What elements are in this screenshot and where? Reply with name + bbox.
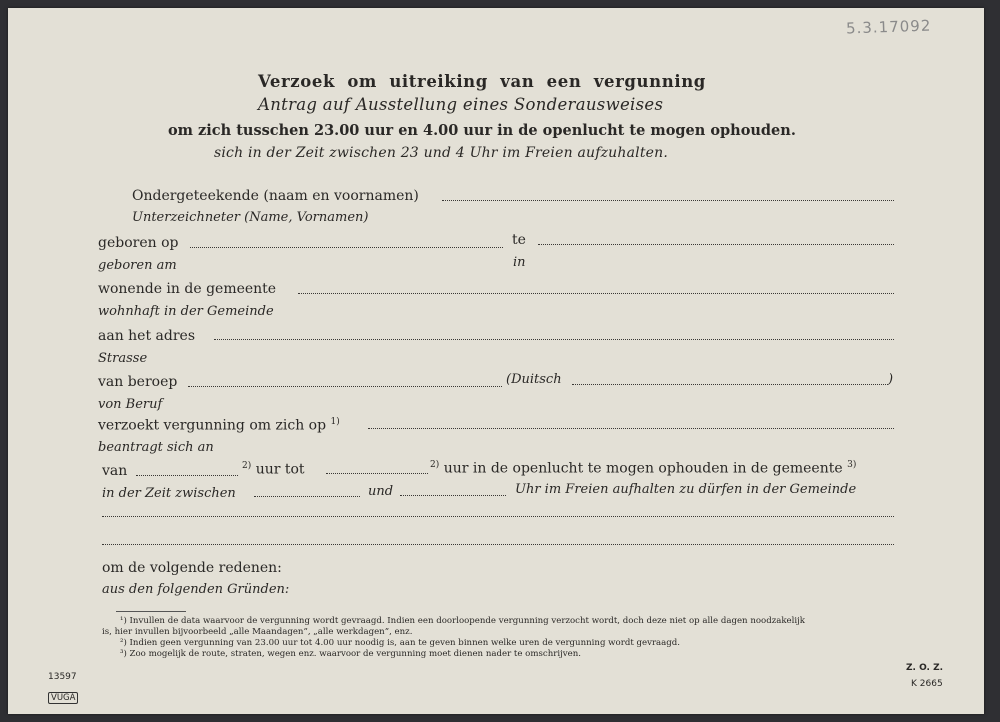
printer-badge: VUGA bbox=[48, 692, 78, 704]
form-sheet bbox=[8, 8, 984, 714]
archive-pencil-number: 5.3.17092 bbox=[845, 16, 932, 38]
footnote-ref-3: 3) bbox=[847, 460, 857, 470]
birthplace-label: te bbox=[512, 232, 526, 248]
birthdate-line[interactable] bbox=[190, 247, 503, 248]
name-label-german: Unterzeichneter (Name, Vornamen) bbox=[132, 210, 369, 225]
profession-line[interactable] bbox=[188, 386, 502, 387]
born-label-german: geboren am bbox=[98, 258, 177, 273]
title-german: Antrag auf Ausstellung eines Sonderausweises bbox=[258, 95, 664, 114]
reasons-label: om de volgende redenen: bbox=[102, 560, 282, 576]
birthplace-line[interactable] bbox=[538, 244, 894, 245]
form-code: K 2665 bbox=[911, 679, 943, 689]
request-text: verzoekt vergunning om zich op bbox=[98, 417, 327, 434]
address-line[interactable] bbox=[214, 339, 894, 340]
print-number: 13597 bbox=[48, 672, 77, 682]
profession-german-open: (Duitsch bbox=[506, 372, 562, 387]
address-label: aan het adres bbox=[98, 328, 196, 344]
time-from-line[interactable] bbox=[136, 475, 238, 476]
turn-over-note: Z. O. Z. bbox=[906, 663, 944, 673]
name-label: Ondergeteekende (naam en voornamen) bbox=[132, 188, 419, 204]
from-label-german: in der Zeit zwischen bbox=[102, 486, 236, 501]
outdoor-label bbox=[430, 460, 856, 477]
from-label: van bbox=[102, 463, 128, 479]
time-until-line-german[interactable] bbox=[400, 495, 506, 496]
profession-german-line[interactable] bbox=[572, 384, 888, 385]
footnote-ref-2a: 2) bbox=[242, 461, 252, 471]
title-dutch: Verzoek om uitreiking van een vergunning bbox=[258, 72, 706, 91]
address-label-german: Strasse bbox=[98, 351, 148, 366]
name-line[interactable] bbox=[442, 200, 894, 201]
footnote-1-continued: is, hier invullen bijvoorbeeld „alle Maandagen”, „alle werkdagen”, enz. bbox=[102, 627, 413, 637]
footnote-ref-2b: 2) bbox=[430, 460, 440, 470]
until-label bbox=[242, 461, 305, 478]
until-text: uur tot bbox=[255, 461, 305, 478]
municipality-line-2[interactable] bbox=[102, 544, 894, 545]
footnote-ref-1: 1) bbox=[330, 417, 340, 427]
time-from-line-german[interactable] bbox=[254, 496, 360, 497]
request-dates-line[interactable] bbox=[368, 428, 894, 429]
reasons-label-german: aus den folgenden Gründen: bbox=[102, 582, 290, 597]
residence-label-german: wohnhaft in der Gemeinde bbox=[98, 304, 274, 319]
outdoor-label-german: Uhr im Freien aufhalten zu dürfen in der Gemeinde bbox=[515, 482, 857, 497]
subtitle-dutch: om zich tusschen 23.00 uur en 4.00 uur in de openlucht te mogen ophouden. bbox=[168, 122, 796, 139]
residence-line[interactable] bbox=[298, 293, 894, 294]
residence-label: wonende in de gemeente bbox=[98, 281, 277, 297]
printer-mark bbox=[48, 685, 78, 704]
request-label bbox=[98, 417, 340, 434]
footnote-3: ³) Zoo mogelijk de route, straten, wegen enz. waarvoor de vergunning moet dienen nader te omschrijven. bbox=[120, 649, 581, 659]
footnote-1: ¹) Invullen de data waarvoor de vergunning wordt gevraagd. Indien een doorloopende vergunning verzocht wordt, doch deze niet op alle dagen noodzakelijk bbox=[120, 616, 806, 626]
profession-german-close: ) bbox=[888, 372, 894, 387]
profession-label-german: von Beruf bbox=[98, 397, 163, 412]
footnote-2: ²) Indien geen vergunning van 23.00 uur tot 4.00 uur noodig is, aan te geven binnen welke uren de vergunning wordt gevraagd. bbox=[120, 638, 681, 648]
born-label: geboren op bbox=[98, 235, 179, 251]
and-label-german: und bbox=[368, 484, 394, 499]
birthplace-label-german: in bbox=[513, 255, 526, 270]
request-label-german: beantragt sich an bbox=[98, 440, 214, 455]
profession-label: van beroep bbox=[98, 374, 178, 390]
subtitle-german: sich in der Zeit zwischen 23 und 4 Uhr im Freien aufzuhalten. bbox=[214, 145, 669, 161]
outdoor-text: uur in de openlucht te mogen ophouden in de gemeente bbox=[443, 460, 843, 477]
municipality-line-1[interactable] bbox=[102, 516, 894, 517]
footnote-separator bbox=[116, 611, 186, 612]
time-until-line[interactable] bbox=[326, 473, 428, 474]
